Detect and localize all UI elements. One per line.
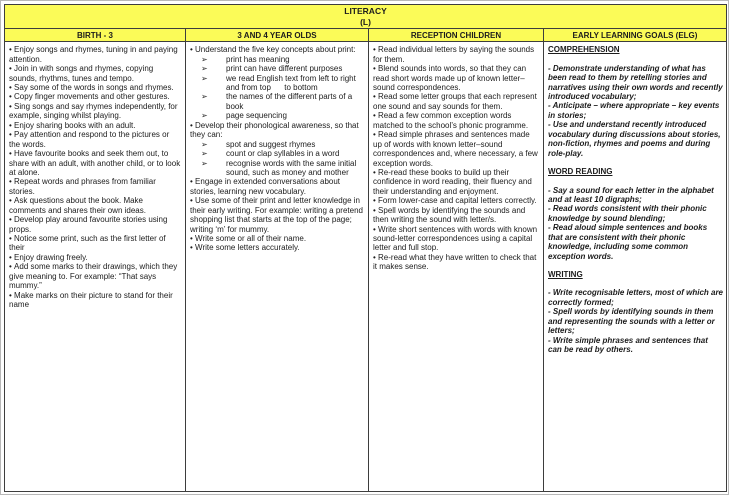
bullet-item bbox=[9, 149, 182, 177]
bullet-text: Repeat words and phrases from familiar stories. bbox=[9, 177, 156, 196]
bullet-text: Re-read these books to build up their confidence in word reading, their fluency and their understanding and enjoyment. bbox=[373, 167, 532, 196]
bullet-text: Say some of the words in songs and rhymes. bbox=[14, 83, 174, 92]
column-header-birth-3: BIRTH - 3 bbox=[5, 29, 186, 42]
bullet-item bbox=[190, 243, 365, 252]
bullet-item bbox=[190, 45, 365, 54]
bullet-text: Read some letter groups that each represent one sound and say sounds for them. bbox=[373, 92, 537, 111]
table-title-cell bbox=[5, 5, 727, 29]
arrow-bullet-marker: ➢ bbox=[201, 73, 208, 83]
birth-3-cell bbox=[5, 42, 186, 492]
literacy-table bbox=[4, 4, 727, 492]
sub-item bbox=[190, 74, 365, 93]
sub-item-text: count or clap syllables in a word bbox=[226, 149, 340, 159]
bullet-text: Use some of their print and letter knowledge in their early writing. For example: writing a pretend shopping list that starts at the top of the page; writing ‘m’ for mummy. bbox=[190, 196, 363, 234]
bullet-text: Write short sentences with words with known sound-letter correspondences using a capital letter and full stop. bbox=[373, 224, 538, 253]
elg-item: - Use and understand recently introduced vocabulary during discussions about stories, non-fiction, rhymes and poems and during role-play. bbox=[548, 120, 721, 158]
bullet-text: Add some marks to their drawings, which they give meaning to. For example: “That says mummy.” bbox=[9, 262, 178, 291]
bullet-item bbox=[373, 196, 540, 205]
bullet-text: Blend sounds into words, so that they can read short words made up of known letter– sound correspondences. bbox=[373, 64, 527, 92]
bullet-text: Read individual letters by saying the sounds for them. bbox=[373, 45, 535, 64]
sub-item-text: we read English text from left to right and from top to bottom bbox=[226, 73, 356, 92]
bullet-marker: • bbox=[373, 224, 379, 234]
bullet-item bbox=[373, 253, 540, 272]
sub-item-text: recognise words with the same initial sound, such as money and mother bbox=[226, 158, 357, 177]
bullet-text: Develop their phonological awareness, so that they can: bbox=[190, 120, 359, 140]
bullet-marker: • bbox=[373, 130, 379, 140]
elg-item: - Anticipate – where appropriate – key events in stories; bbox=[548, 101, 720, 120]
bullet-text: Ask questions about the book. Make comments and shares their own ideas. bbox=[9, 196, 146, 215]
bullet-marker: • bbox=[190, 243, 196, 253]
bullet-marker: • bbox=[373, 167, 379, 177]
bullet-text: Have favourite books and seek them out, to share with an adult, with another child, or to look at alone. bbox=[9, 149, 181, 177]
bullet-item bbox=[9, 130, 182, 149]
arrow-bullet-marker: ➢ bbox=[201, 92, 208, 102]
bullet-item bbox=[373, 206, 540, 225]
bullet-text: Understand the five key concepts about print: bbox=[195, 45, 356, 55]
elg-section-heading: COMPREHENSION bbox=[548, 45, 620, 55]
bullet-marker: • bbox=[373, 111, 379, 121]
bullet-marker: • bbox=[373, 45, 379, 55]
bullet-text: Form lower-case and capital letters correctly. bbox=[378, 196, 537, 206]
elg-section bbox=[548, 270, 723, 355]
bullet-marker: • bbox=[9, 262, 15, 272]
sub-item bbox=[190, 111, 365, 120]
bullet-text: Make marks on their picture to stand for their name bbox=[9, 290, 173, 310]
bullet-item bbox=[9, 253, 182, 262]
bullet-marker: • bbox=[9, 196, 15, 206]
elg-section-heading: WRITING bbox=[548, 270, 583, 279]
bullet-marker: • bbox=[9, 92, 15, 102]
column-header-early-learning-goals: EARLY LEARNING GOALS (ELG) bbox=[544, 29, 727, 42]
table-title-code: (L) bbox=[360, 16, 371, 27]
title-row bbox=[5, 5, 727, 29]
bullet-item bbox=[9, 215, 182, 234]
bullet-item bbox=[373, 92, 540, 111]
sub-item-text: the names of the different parts of a book bbox=[226, 92, 353, 111]
bullet-marker: • bbox=[9, 45, 15, 55]
bullet-item bbox=[9, 45, 182, 64]
bullet-text: Write some letters accurately. bbox=[195, 243, 300, 253]
bullet-item bbox=[373, 168, 540, 196]
sub-item bbox=[190, 92, 365, 111]
bullet-marker: • bbox=[9, 290, 15, 300]
bullet-item bbox=[373, 45, 540, 64]
elg-item: - Write recognisable letters, most of which are correctly formed; bbox=[548, 288, 724, 307]
bullet-marker: • bbox=[373, 92, 379, 102]
reception-children-cell bbox=[369, 42, 544, 492]
sub-item bbox=[190, 140, 365, 149]
arrow-bullet-marker: ➢ bbox=[201, 158, 208, 168]
bullet-text: Notice some print, such as the first letter of their bbox=[9, 234, 166, 253]
bullet-marker: • bbox=[9, 177, 15, 187]
bullet-item bbox=[190, 121, 365, 140]
bullet-item bbox=[9, 121, 182, 130]
bullet-text: Pay attention and respond to the pictures or the words. bbox=[9, 130, 170, 149]
sub-item bbox=[190, 64, 365, 73]
sub-item bbox=[190, 159, 365, 178]
sub-item bbox=[190, 55, 365, 64]
sub-item-text: page sequencing bbox=[226, 111, 287, 121]
bullet-item bbox=[9, 291, 182, 310]
bullet-item bbox=[373, 130, 540, 168]
bullet-marker: • bbox=[9, 120, 15, 130]
body-row bbox=[5, 42, 727, 492]
bullet-item bbox=[190, 177, 365, 196]
bullet-text: Read a few common exception words matched to the school’s phonic programme. bbox=[373, 111, 529, 130]
bullet-text: Enjoy sharing books with an adult. bbox=[14, 120, 136, 130]
bullet-item bbox=[9, 64, 182, 83]
bullet-item bbox=[190, 196, 365, 234]
elg-section bbox=[548, 45, 723, 158]
bullet-marker: • bbox=[373, 205, 379, 215]
bullet-item bbox=[373, 111, 540, 130]
column-header-3-and-4-year-olds: 3 AND 4 YEAR OLDS bbox=[186, 29, 369, 42]
bullet-text: Join in with songs and rhymes, copying sounds, rhythms, tunes and tempo. bbox=[9, 64, 154, 83]
bullet-text: Engage in extended conversations about stories, learning new vocabulary. bbox=[190, 177, 341, 196]
arrow-bullet-marker: ➢ bbox=[201, 54, 208, 64]
bullet-marker: • bbox=[9, 149, 15, 159]
bullet-marker: • bbox=[373, 196, 379, 206]
elg-section bbox=[548, 167, 723, 261]
bullet-item bbox=[373, 64, 540, 92]
bullet-text: Enjoy drawing freely. bbox=[14, 252, 88, 262]
3-and-4-year-olds-cell bbox=[186, 42, 369, 492]
elg-item: - Read words consistent with their phonic knowledge by sound blending; bbox=[548, 204, 707, 223]
early-learning-goals-cell bbox=[544, 42, 727, 492]
bullet-marker: • bbox=[190, 45, 196, 55]
bullet-marker: • bbox=[190, 177, 196, 187]
bullet-marker: • bbox=[190, 234, 196, 243]
sub-item-text: print has meaning bbox=[226, 54, 290, 64]
bullet-item bbox=[373, 225, 540, 253]
elg-item: - Write simple phrases and sentences that can be read by others. bbox=[548, 335, 708, 355]
elg-item: - Demonstrate understanding of what has been read to them by retelling stories and narratives using their own words and recently introduced vocabulary; bbox=[548, 63, 723, 101]
bullet-marker: • bbox=[190, 196, 196, 206]
bullet-item bbox=[9, 196, 182, 215]
bullet-text: Re-read what they have written to check that it makes sense. bbox=[373, 252, 537, 272]
bullet-marker: • bbox=[373, 64, 379, 74]
bullet-marker: • bbox=[190, 120, 196, 130]
bullet-text: Spell words by identifying the sounds and then writing the sound with letter/s. bbox=[373, 205, 526, 225]
bullet-text: Copy finger movements and other gestures. bbox=[14, 92, 170, 102]
bullet-marker: • bbox=[9, 215, 15, 225]
bullet-item bbox=[9, 102, 182, 121]
arrow-bullet-marker: ➢ bbox=[201, 149, 208, 159]
bullet-item bbox=[190, 234, 365, 243]
bullet-text: Sing songs and say rhymes independently, for example, singing whilst playing. bbox=[9, 101, 178, 121]
bullet-item bbox=[9, 177, 182, 196]
bullet-marker: • bbox=[9, 130, 15, 140]
arrow-bullet-marker: ➢ bbox=[201, 139, 208, 149]
arrow-bullet-marker: ➢ bbox=[201, 64, 208, 74]
bullet-item bbox=[9, 92, 182, 101]
bullet-item bbox=[9, 234, 182, 253]
bullet-item bbox=[9, 262, 182, 290]
bullet-text: Read simple phrases and sentences made up of words with known letter–sound correspondences and, where necessary, a few exception words. bbox=[373, 130, 538, 168]
sub-item-text: spot and suggest rhymes bbox=[226, 139, 316, 149]
bullet-text: Enjoy songs and rhymes, tuning in and paying attention. bbox=[9, 45, 178, 64]
bullet-marker: • bbox=[9, 101, 15, 111]
arrow-bullet-marker: ➢ bbox=[201, 111, 208, 121]
column-header-row bbox=[5, 29, 727, 42]
bullet-marker: • bbox=[9, 234, 15, 243]
bullet-text: Develop play around favourite stories using props. bbox=[9, 215, 168, 234]
bullet-marker: • bbox=[9, 64, 15, 74]
elg-section-heading: WORD READING bbox=[548, 167, 613, 177]
elg-item: - Say a sound for each letter in the alphabet and at least 10 digraphs; bbox=[548, 185, 714, 204]
bullet-marker: • bbox=[9, 83, 15, 92]
sub-item-text: print can have different purposes bbox=[226, 64, 343, 74]
elg-item: - Read aloud simple sentences and books that are consistent with their phonic knowledge, including some common exception words. bbox=[548, 223, 708, 261]
bullet-marker: • bbox=[9, 252, 15, 262]
table-title: LITERACY bbox=[344, 6, 387, 16]
sub-item bbox=[190, 149, 365, 158]
column-header-reception-children: RECEPTION CHILDREN bbox=[369, 29, 544, 42]
bullet-item bbox=[9, 83, 182, 92]
bullet-marker: • bbox=[373, 252, 379, 262]
elg-item: - Spell words by identifying sounds in them and representing the sounds with a letter or letters; bbox=[548, 307, 715, 336]
bullet-text: Write some or all of their name. bbox=[195, 234, 307, 243]
